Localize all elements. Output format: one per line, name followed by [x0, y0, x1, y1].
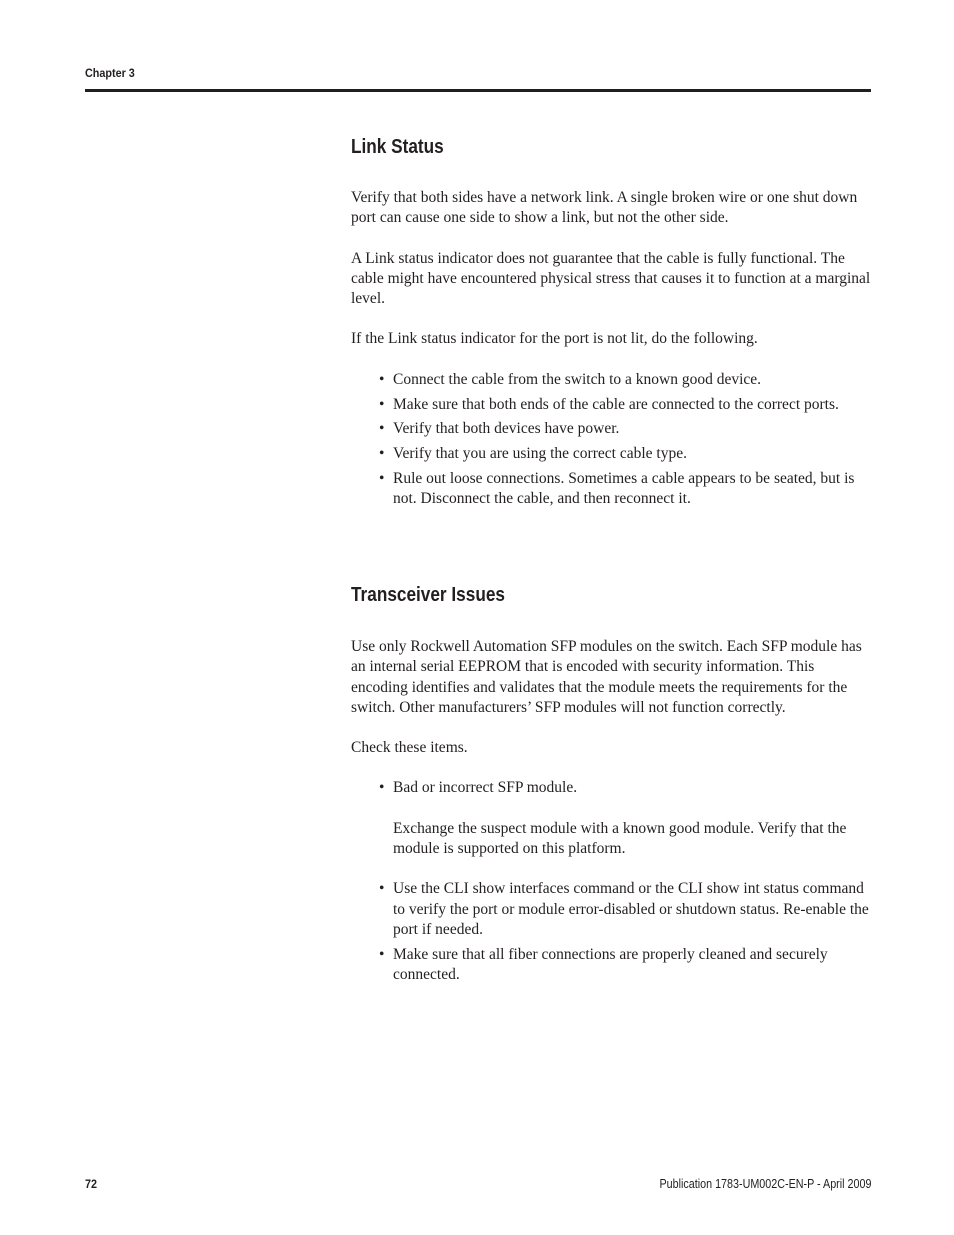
list-item-text: Rule out loose connections. Sometimes a cable appears to be seated, but is not. Disconnect the cable, and then reconnect it.	[393, 469, 855, 508]
list-item-text: Make sure that both ends of the cable are connected to the correct ports.	[393, 395, 839, 413]
link-status-heading: Link Status	[351, 136, 444, 158]
list-item	[379, 945, 873, 986]
list-item	[379, 370, 873, 390]
list-item	[379, 395, 873, 415]
page-number: 72	[85, 1177, 98, 1191]
chapter-label: Chapter 3	[85, 66, 135, 80]
link-status-body	[351, 188, 873, 510]
bullet-icon: •	[379, 370, 385, 388]
transceiver-issues-heading: Transceiver Issues	[351, 584, 505, 606]
transceiver-paragraph: Check these items.	[351, 739, 468, 757]
bullet-icon: •	[379, 945, 385, 963]
transceiver-bullet-list	[351, 879, 873, 985]
header-rule	[85, 89, 871, 92]
bullet-icon: •	[379, 445, 385, 463]
bullet-icon: •	[379, 420, 385, 438]
list-item	[379, 419, 873, 439]
bullet-note: Exchange the suspect module with a known good module. Verify that the module is supported on this platform.	[393, 819, 847, 858]
transceiver-issues-body	[351, 637, 873, 985]
link-status-paragraph: Verify that both sides have a network link. A single broken wire or one shut down port can cause one side to show a link, but not the other side.	[351, 189, 858, 227]
transceiver-bullet-list	[351, 778, 873, 798]
list-item	[379, 778, 873, 798]
list-item-text: Bad or incorrect SFP module.	[393, 779, 578, 797]
publication-info: Publication 1783-UM002C-EN-P - April 2009	[659, 1177, 871, 1191]
list-item-text: Make sure that all fiber connections are properly cleaned and securely connected.	[393, 945, 828, 984]
bullet-icon: •	[379, 469, 385, 487]
link-status-paragraph: A Link status indicator does not guarantee that the cable is fully functional. The cable might have encountered physical stress that causes it to function at a marginal level.	[351, 249, 871, 308]
transceiver-paragraph: Use only Rockwell Automation SFP modules on the switch. Each SFP module has an internal serial EEPROM that is encoded with security information. This encoding identifies and validates that the module meets the requirements for the switch. Other manufacturers’ SFP modules will not function correctly.	[351, 638, 862, 716]
bullet-icon: •	[379, 880, 385, 898]
list-item-text: Verify that both devices have power.	[393, 420, 620, 438]
bullet-icon: •	[379, 395, 385, 413]
list-item	[379, 879, 873, 940]
list-item-text: Connect the cable from the switch to a known good device.	[393, 370, 762, 388]
list-item	[379, 444, 873, 464]
list-item-text: Verify that you are using the correct cable type.	[393, 445, 687, 463]
list-item	[379, 469, 873, 510]
link-status-bullet-list	[351, 370, 873, 510]
link-status-paragraph: If the Link status indicator for the port is not lit, do the following.	[351, 330, 758, 348]
bullet-icon: •	[379, 779, 385, 797]
list-item-text: Use the CLI show interfaces command or the CLI show int status command to verify the port or module error-disabled or shutdown status. Re-enable the port if needed.	[393, 880, 869, 938]
